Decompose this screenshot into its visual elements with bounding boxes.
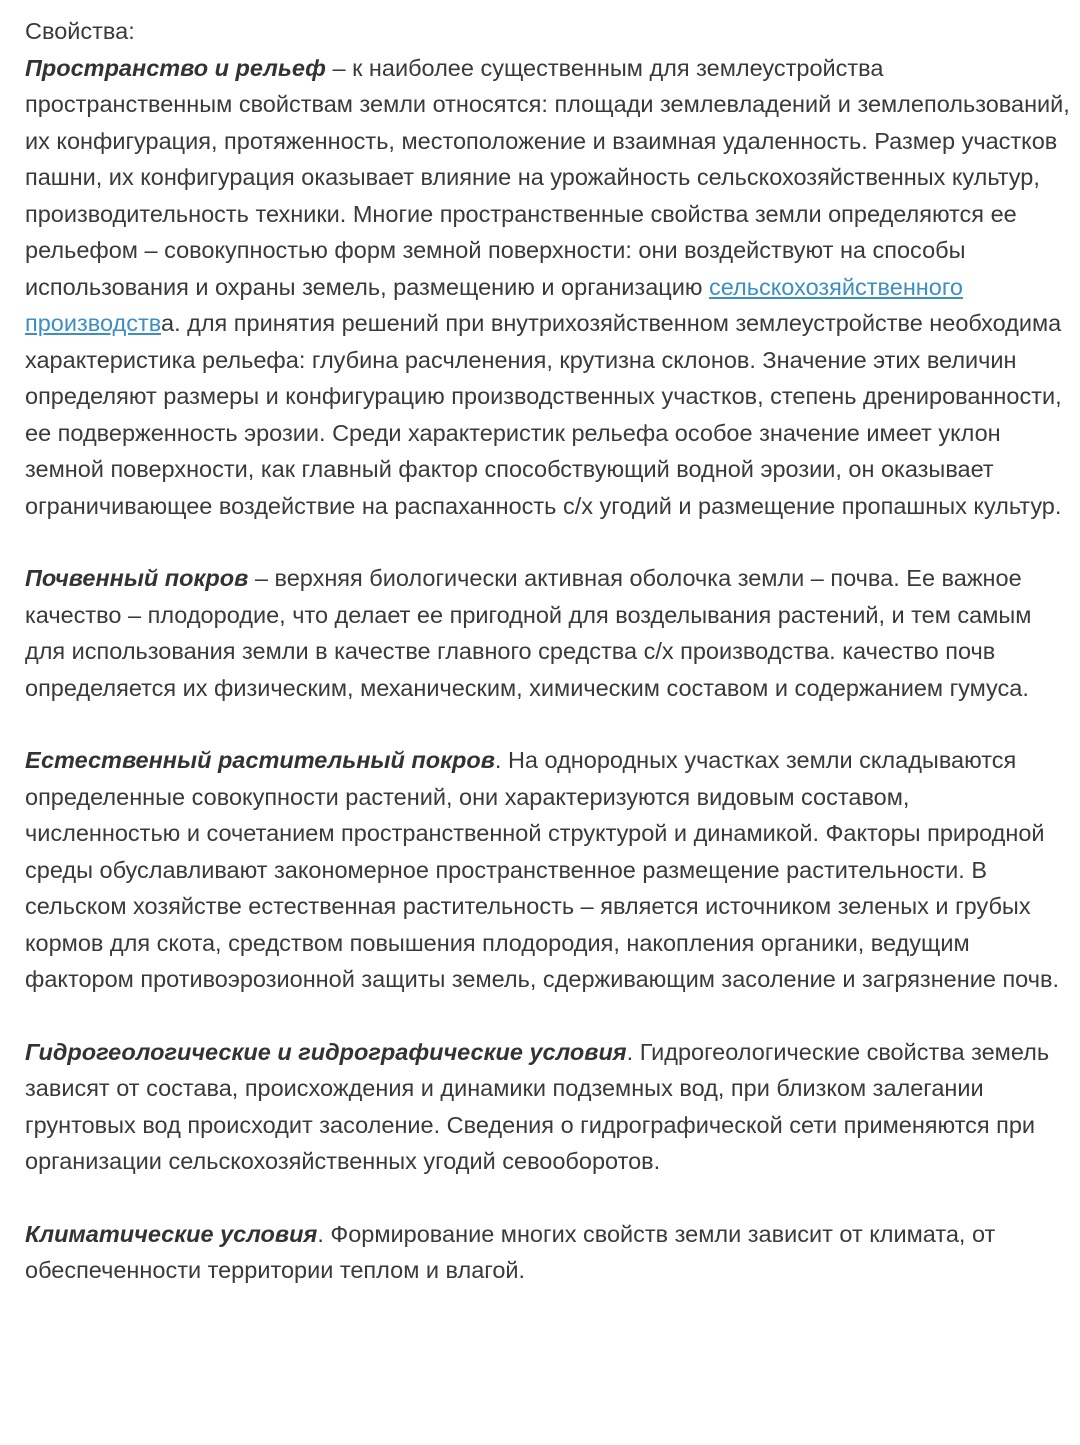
properties-heading: Свойства:	[25, 18, 135, 44]
term-soil-cover: Почвенный покров	[25, 565, 249, 591]
term-climate-conditions: Климатические условия	[25, 1220, 318, 1247]
section-space-relief	[25, 50, 1070, 525]
section-hydro-conditions	[25, 1034, 1070, 1180]
section-text: . Формирование многих свойств земли зависит от климата, от обеспеченности территории теплом и влагой.	[25, 1220, 996, 1283]
term-hydro-conditions: Гидрогеологические и гидрографические условия	[25, 1038, 627, 1065]
article-body	[25, 13, 1070, 1325]
section-text: . Гидрогеологические свойства земель зависят от состава, происхождения и динамики подземных вод, при близком залегании грунтовых вод происходит засоление. Сведения о гидрографической сети применяются при организации сельскохозяйственных угодий севооборотов.	[25, 1038, 1050, 1174]
section-text: . На однородных участках земли складываются определенные совокупности растений, они характеризуются видовым составом, численностью и сочетанием пространственной структурой и динамикой. Факторы природной среды обуславливают закономерное пространственное размещение растительности. В сельском хозяйстве естественная растительность – является источником зеленых и грубых кормов для скота, средством повышения плодородия, накопления органики, ведущим фактором противоэрозионной защиты земель, сдерживающим засоление и загрязнение почв.	[25, 747, 1059, 992]
section-soil-cover	[25, 560, 1070, 706]
agricultural-production-link[interactable]: сельскохозяйственного производств	[25, 273, 963, 336]
section-text: а. для принятия решений при внутрихозяйственном землеустройстве необходима характеристика рельефа: глубина расчленения, крутизна склонов. Значение этих величин определяют размеры и конфигурацию производственных участков, степень дренированности, ее подверженность эрозии. Среди характеристик рельефа особое значение имеет уклон земной поверхности, как главный фактор способствующий водной эрозии, он оказывает ограничивающее воздействие на распаханность с/х угодий и размещение пропашных культур.	[25, 310, 1062, 519]
section-text: – к наиболее существенным для землеустройства пространственным свойствам земли относятся: площади землевладений и землепользований, их конфигурация, протяженность, местоположение и взаимная удаленность. Размер участков пашни, их конфигурация оказывает влияние на урожайность сельскохозяйственных культур, производительность техники. Многие пространственные свойства земли определяются ее рельефом – совокупностью форм земной поверхности: они воздействуют на способы использования и охраны земель, размещению и организацию	[25, 54, 1070, 300]
term-vegetation-cover: Естественный растительный покров	[25, 747, 495, 773]
section-text: – верхняя биологически активная оболочка земли – почва. Ее важное качество – плодородие, что делает ее пригодной для возделывания растений, и тем самым для использования земли в качестве главного средства с/х производства. качество почв определяется их физическим, механическим, химическим составом и содержанием гумуса.	[25, 565, 1032, 701]
section-climate-conditions	[25, 1216, 1070, 1289]
section-vegetation-cover	[25, 742, 1070, 998]
term-space-relief: Пространство и рельеф	[25, 54, 326, 81]
